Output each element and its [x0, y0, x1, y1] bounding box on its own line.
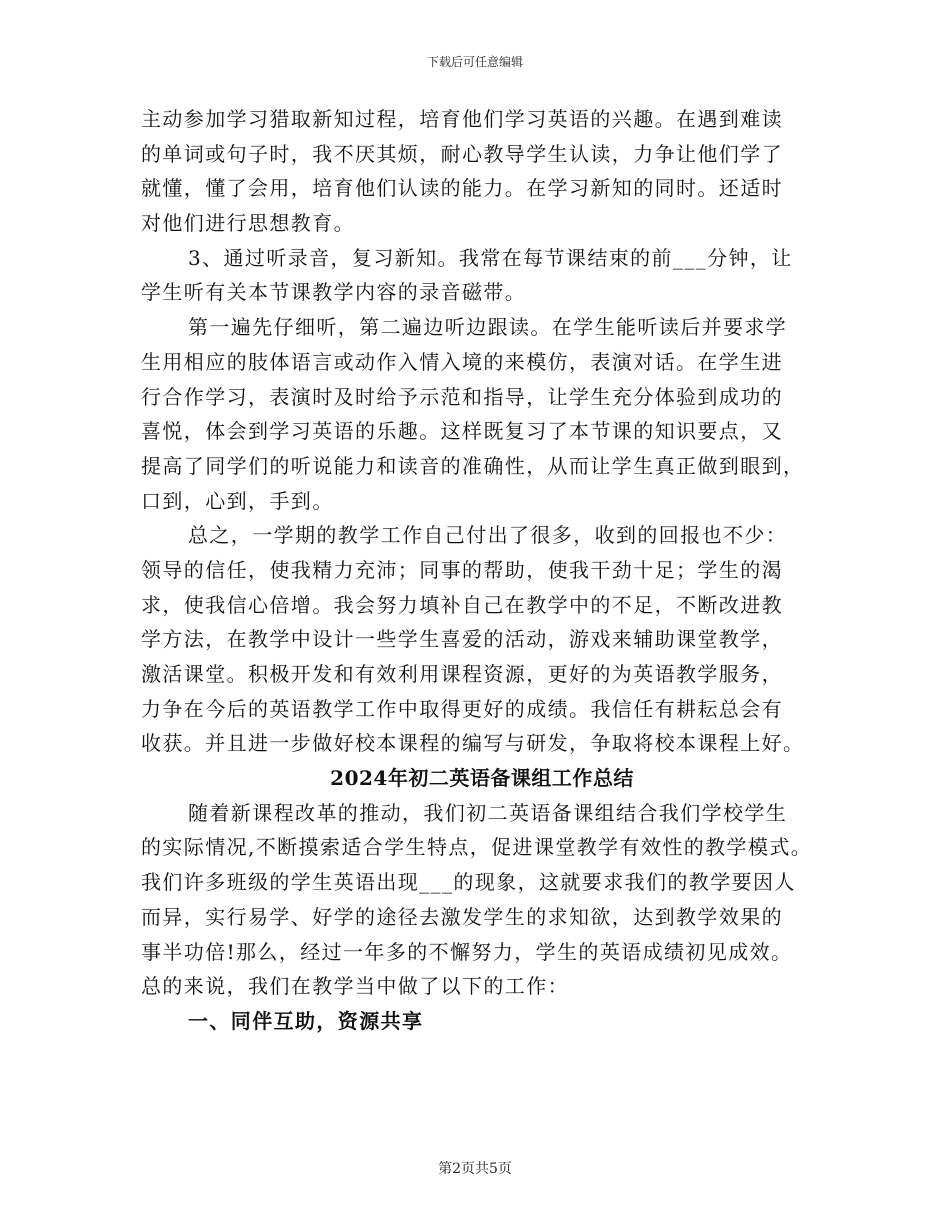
body-line: 提高了同学们的听说能力和读音的准确性，从而让学生真正做到眼到， — [141, 453, 805, 478]
body-line: 主动参加学习猎取新知过程，培育他们学习英语的兴趣。在遇到难读 — [141, 107, 783, 131]
body-line: 总之，一学期的教学工作自己付出了很多，收到的回报也不少： — [188, 523, 788, 548]
body-line: 3、通过听录音，复习新知。我常在每节课结束的前___分钟，让 — [188, 245, 793, 270]
page-header: 下载后可任意编辑 — [426, 55, 523, 69]
body-line: 口到，心到，手到。 — [141, 488, 334, 513]
body-line: 激活课堂。积极开发和有效利用课程资源，更好的为英语教学服务， — [141, 662, 783, 686]
page-footer: 第2页共5页 — [438, 1161, 512, 1177]
body-line: 生用相应的肢体语言或动作入情入境的来模仿，表演对话。在学生进 — [141, 349, 783, 374]
body-line: 总的来说，我们在教学当中做了以下的工作： — [141, 974, 569, 999]
section-title: 2024年初二英语备课组工作总结 — [330, 766, 634, 791]
body-line: 的实际情况,不断摸索适合学生特点，促进课堂教学有效性的教学模式。 — [141, 835, 813, 860]
body-line: 的单词或句子时，我不厌其烦，耐心教导学生认读，力争让他们学了 — [141, 141, 783, 166]
body-line: 力争在今后的英语教学工作中取得更好的成绩。我信任有耕耘总会有 — [141, 696, 783, 721]
body-line: 领导的信任，使我精力充沛；同事的帮助，使我干劲十足；学生的渴 — [141, 557, 783, 582]
body-line: 收获。并且进一步做好校本课程的编写与研发，争取将校本课程上好。 — [141, 731, 805, 756]
body-line: 学生听有关本节课教学内容的录音磁带。 — [141, 280, 527, 305]
body-line: 就懂，懂了会用，培育他们认读的能力。在学习新知的同时。还适时 — [141, 176, 783, 201]
body-line: 行合作学习，表演时及时给予示范和指导，让学生充分体验到成功的 — [141, 384, 783, 409]
document-body — [141, 102, 813, 1039]
body-line: 喜悦，体会到学习英语的乐趣。这样既复习了本节课的知识要点，又 — [141, 419, 783, 444]
body-line: 事半功倍!那么，经过一年多的不懈努力，学生的英语成绩初见成效。 — [141, 939, 793, 964]
body-line: 而异，实行易学、好学的途径去激发学生的求知欲，达到教学效果的 — [141, 904, 783, 929]
body-line: 第一遍先仔细听，第二遍边听边跟读。在学生能听读后并要求学 — [188, 315, 788, 340]
subsection-heading: 一、同伴互助，资源共享 — [188, 1008, 424, 1033]
body-line: 我们许多班级的学生英语出现___的现象，这就要求我们的教学要因人 — [141, 870, 796, 895]
body-line: 随着新课程改革的推动，我们初二英语备课组结合我们学校学生 — [188, 800, 788, 825]
body-line: 对他们进行思想教育。 — [141, 211, 355, 236]
body-line: 求，使我信心倍增。我会努力填补自己在教学中的不足，不断改进教 — [141, 592, 783, 617]
body-line: 学方法，在教学中设计一些学生喜爱的活动，游戏来辅助课堂教学， — [141, 627, 783, 652]
